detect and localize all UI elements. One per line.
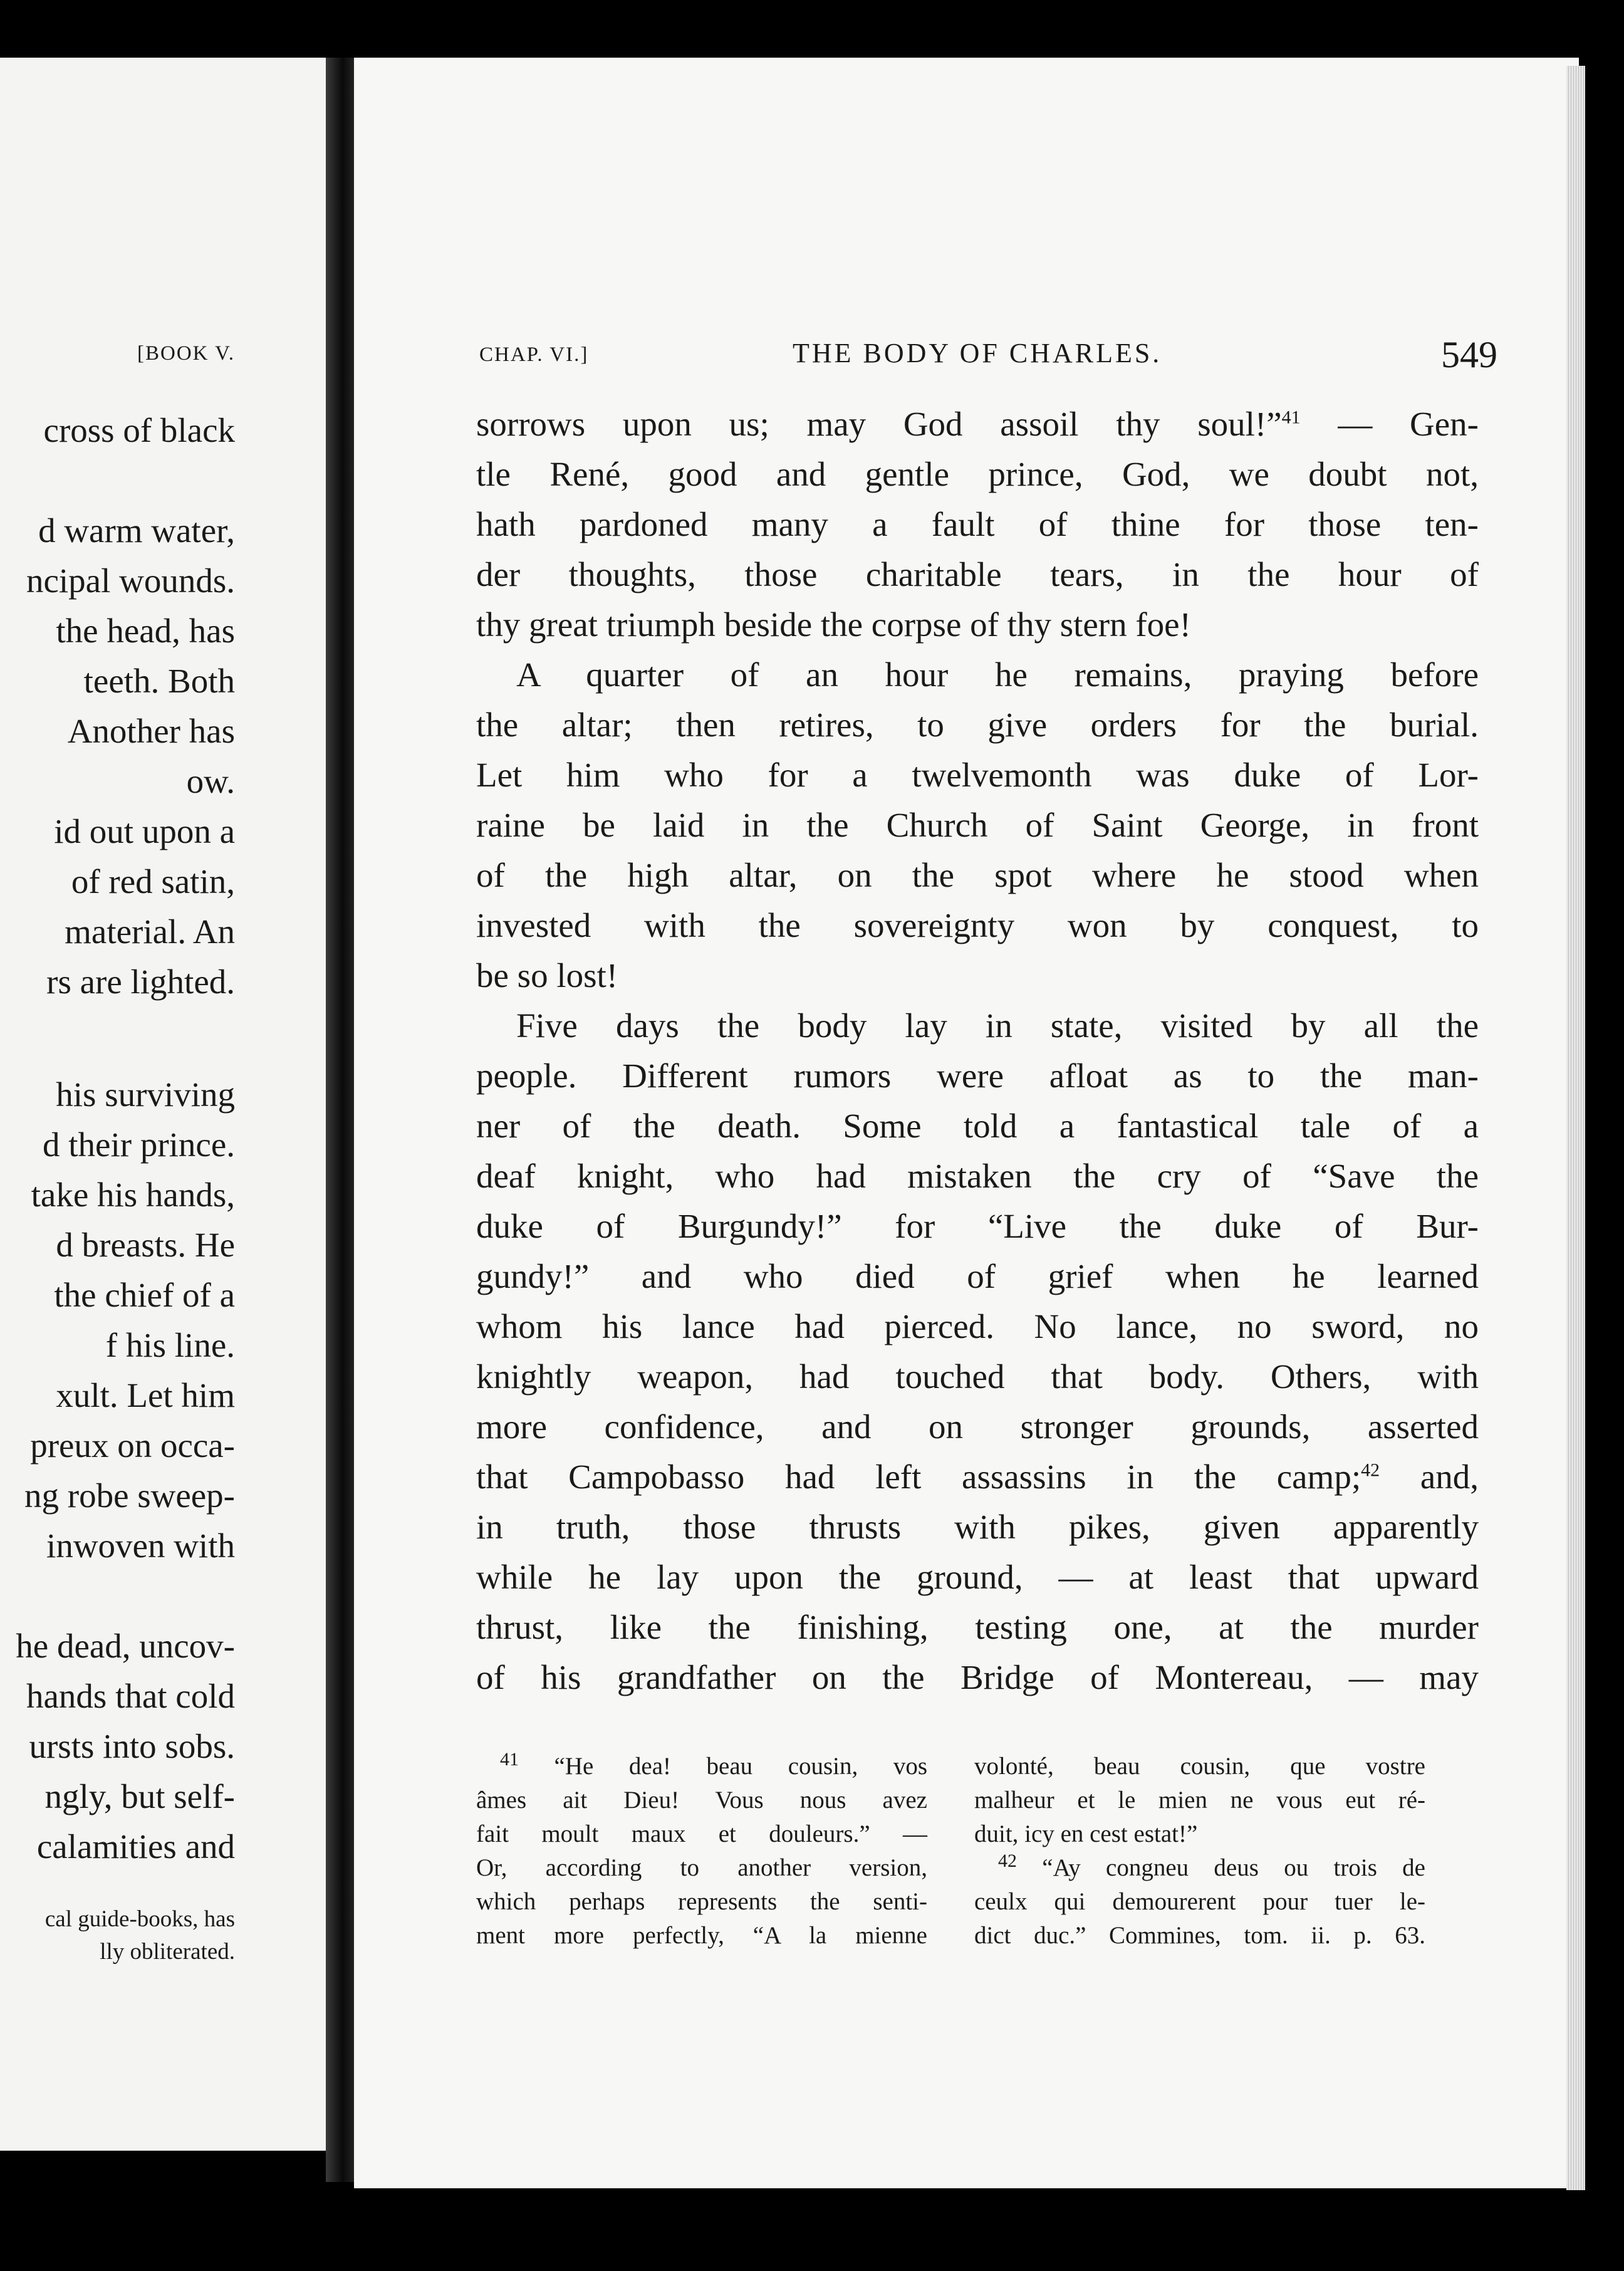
footnote-ref: 42 xyxy=(1361,1459,1380,1481)
left-page-line: he dead, uncov- xyxy=(16,1627,235,1665)
chapter-label: CHAP. VI.] xyxy=(479,343,589,366)
paragraph xyxy=(476,399,1479,650)
left-page-line: ngly, but self- xyxy=(44,1777,235,1815)
left-page-line: take his hands, xyxy=(31,1176,235,1214)
text-line: hath pardoned many a fault of thine for those ten- xyxy=(476,505,1479,543)
left-page-line: ncipal wounds. xyxy=(26,561,235,600)
left-page-line: ng robe sweep- xyxy=(24,1476,235,1515)
footnote-column-2 xyxy=(974,1750,1425,1953)
page-number: 549 xyxy=(1441,334,1497,375)
paragraph xyxy=(476,650,1479,1001)
footnote-line: duit, icy en cest estat!” xyxy=(974,1820,1198,1847)
left-page-line: inwoven with xyxy=(46,1527,235,1565)
left-page-line: cross of black xyxy=(43,411,235,449)
left-page-line: his surviving xyxy=(56,1075,235,1114)
left-page-line: Another has xyxy=(67,712,235,750)
left-page-line: preux on occa- xyxy=(30,1426,235,1464)
left-page-line: ow. xyxy=(186,762,235,800)
page-title: THE BODY OF CHARLES. xyxy=(793,338,1162,368)
footnote-line: ceulx qui demourerent pour tuer le- xyxy=(974,1888,1425,1915)
text-line: knightly weapon, had touched that body. Others, with xyxy=(476,1357,1479,1396)
text-line: thrust, like the finishing, testing one, at the murder xyxy=(476,1608,1479,1646)
left-page-line: material. An xyxy=(65,912,235,951)
text-line: the altar; then retires, to give orders for the burial. xyxy=(476,706,1479,744)
text-line: whom his lance had pierced. No lance, no sword, no xyxy=(476,1307,1479,1345)
text-line: ner of the death. Some told a fantastical tale of a xyxy=(476,1107,1479,1145)
left-page-line: the chief of a xyxy=(54,1276,235,1314)
text-line: in truth, those thrusts with pikes, given apparently xyxy=(476,1508,1479,1546)
text-line: while he lay upon the ground, — at least that upward xyxy=(476,1558,1479,1596)
text-line: tle René, good and gentle prince, God, we doubt not, xyxy=(476,455,1479,493)
right-page xyxy=(354,58,1579,2188)
footnote-line: âmes ait Dieu! Vous nous avez xyxy=(476,1787,927,1814)
line-text: — Gen- xyxy=(1300,405,1479,443)
left-page-line: d their prince. xyxy=(43,1125,235,1164)
book-gutter xyxy=(326,58,354,2182)
body-text xyxy=(476,399,1479,1703)
text-line: be so lost! xyxy=(476,956,618,995)
left-page-line: hands that cold xyxy=(26,1677,235,1715)
line-text: sorrows upon us; may God assoil thy soul!” xyxy=(476,405,1282,443)
left-page xyxy=(0,58,326,2151)
footnote-line: fait moult maux et douleurs.” — xyxy=(476,1820,927,1847)
footnote-column-1 xyxy=(476,1750,927,1953)
left-running-head: [BOOK V. xyxy=(137,342,235,365)
left-page-line: xult. Let him xyxy=(56,1376,235,1414)
text-line: raine be laid in the Church of Saint George, in front xyxy=(476,806,1479,844)
line-text: that Campobasso had left assassins in the camp; xyxy=(476,1458,1361,1496)
footnote-line: Or, according to another version, xyxy=(476,1854,927,1881)
text-line: invested with the sovereignty won by conquest, to xyxy=(476,906,1479,944)
text-line: Let him who for a twelvemonth was duke of Lor- xyxy=(476,756,1479,794)
left-page-line: d warm water, xyxy=(38,511,235,550)
text-line: more confidence, and on stronger grounds, asserted xyxy=(476,1407,1479,1446)
left-page-line: id out upon a xyxy=(54,812,235,850)
left-page-line: ursts into sobs. xyxy=(29,1727,235,1765)
footnote-line: volonté, beau cousin, que vostre xyxy=(974,1753,1425,1780)
footnote-ref: 42 xyxy=(998,1851,1017,1871)
left-footnote-line: lly obliterated. xyxy=(100,1939,235,1965)
left-footnote-line: cal guide-books, has xyxy=(44,1906,235,1932)
text-line: Five days the body lay in state, visited by all the xyxy=(516,1006,1479,1045)
left-page-line: of red satin, xyxy=(71,862,235,901)
footnote-line xyxy=(974,1851,1425,1885)
left-page-line: f his line. xyxy=(105,1326,235,1364)
footnote-ref: 41 xyxy=(500,1749,519,1770)
footnote-line: malheur et le mien ne vous eut ré- xyxy=(974,1787,1425,1814)
text-line: gundy!” and who died of grief when he learned xyxy=(476,1257,1479,1295)
left-page-line: teeth. Both xyxy=(83,662,235,700)
left-page-line: d breasts. He xyxy=(56,1226,235,1264)
footnote-line: ment more perfectly, “A la mienne xyxy=(476,1922,927,1949)
line-text: and, xyxy=(1380,1458,1479,1496)
text-line: duke of Burgundy!” for “Live the duke of Bur- xyxy=(476,1207,1479,1245)
footnote-line: which perhaps represents the senti- xyxy=(476,1888,927,1915)
text-line: people. Different rumors were afloat as to the man- xyxy=(476,1057,1479,1095)
footnote-ref: 41 xyxy=(1281,407,1301,428)
page-edges xyxy=(1566,66,1585,2190)
text-line xyxy=(476,399,1479,449)
text-line: of the high altar, on the spot where he stood when xyxy=(476,856,1479,894)
left-page-line: rs are lighted. xyxy=(46,963,235,1001)
text-line: der thoughts, those charitable tears, in the hour of xyxy=(476,555,1479,593)
left-page-line: the head, has xyxy=(56,612,235,650)
text-line xyxy=(476,1452,1479,1502)
line-text: “Ay congneu deus ou trois de xyxy=(1017,1854,1425,1881)
running-head xyxy=(479,333,1497,390)
text-line: A quarter of an hour he remains, praying before xyxy=(516,655,1479,694)
text-line: thy great triumph beside the corpse of thy stern foe! xyxy=(476,605,1191,644)
text-line: of his grandfather on the Bridge of Montereau, — may xyxy=(476,1658,1479,1696)
text-line: deaf knight, who had mistaken the cry of “Save the xyxy=(476,1157,1479,1195)
footnote-line: dict duc.” Commines, tom. ii. p. 63. xyxy=(974,1922,1425,1949)
footnote-line xyxy=(476,1750,927,1783)
paragraph xyxy=(476,1001,1479,1703)
left-page-line: calamities and xyxy=(36,1827,235,1866)
line-text: “He dea! beau cousin, vos xyxy=(519,1753,927,1780)
